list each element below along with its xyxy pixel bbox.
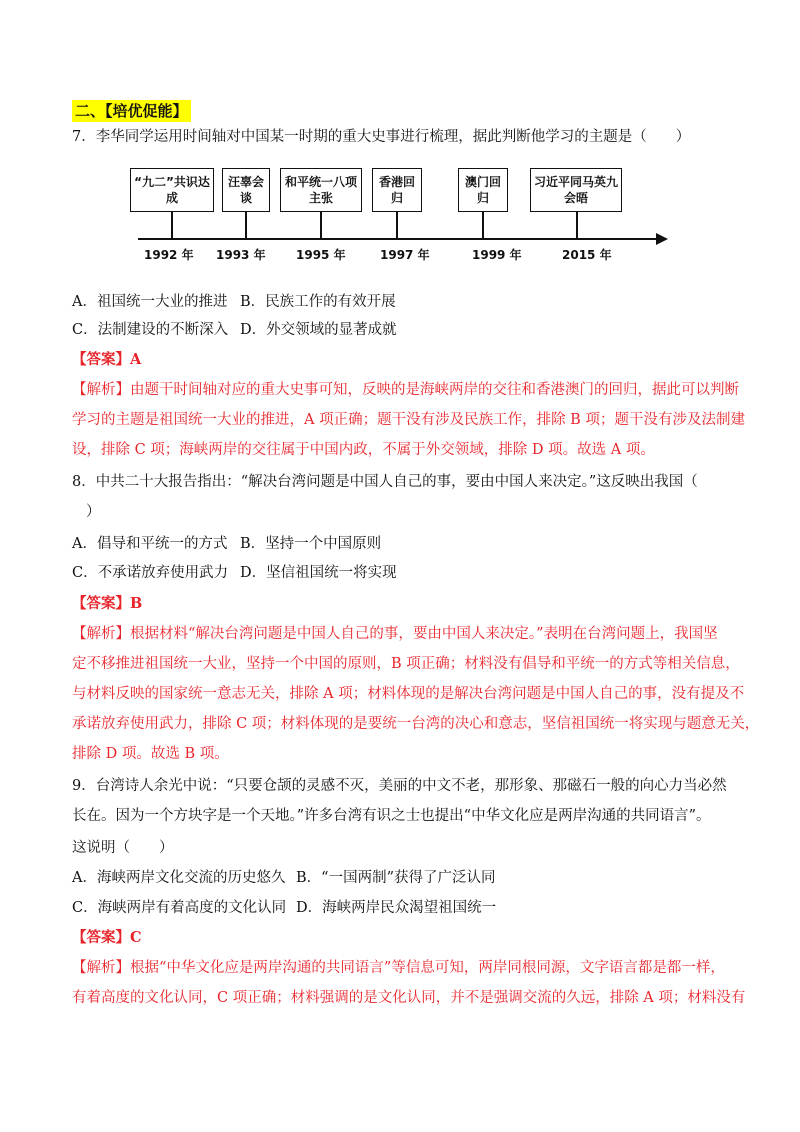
q7-analysis-line: 设，排除 C 项；海峡两岸的交往属于中国内政，不属于外交领域，排除 D 项。故选 A 项。 [72, 442, 655, 458]
q9-analysis-line: 【解析】根据“中华文化应是两岸沟通的共同语言”等信息可知，两岸同根同源，文字语言都是都一样， [72, 960, 725, 976]
q9-option-d[interactable]: D．海峡两岸民众渴望祖国统一 [296, 900, 497, 916]
timeline-year-6: 2015 年 [562, 248, 612, 262]
q7-answer: 【答案】A [72, 351, 142, 368]
timeline-event-3: 和平统一八项主张 [280, 168, 362, 212]
question-7-options-row-1 [72, 292, 396, 312]
q9-option-b[interactable]: B．“一国两制”获得了广泛认同 [296, 870, 496, 886]
timeline-arrow-icon [656, 233, 668, 245]
timeline-event-6: 习近平同马英九会晤 [530, 168, 622, 212]
timeline-tick [320, 212, 322, 239]
timeline-event-4: 香港回归 [372, 168, 422, 212]
timeline-year-5: 1999 年 [472, 248, 522, 262]
timeline-event-1: “九二”共识达成 [130, 168, 214, 212]
question-8-stem-cont: ） [86, 504, 101, 520]
q7-option-d[interactable]: D．外交领域的显著成就 [240, 322, 397, 338]
q9-option-c[interactable]: C．海峡两岸有着高度的文化认同 [72, 900, 287, 916]
q8-analysis-line: 承诺放弃使用武力，排除 C 项；材料体现的是要统一台湾的决心和意志，坚信祖国统一将实现与题意无关， [72, 716, 760, 732]
q8-analysis-line: 【解析】根据材料“解决台湾问题是中国人自己的事，要由中国人来决定。”表明在台湾问题上，我国坚 [72, 626, 718, 642]
question-8-stem: 8．中共二十大报告指出：“解决台湾问题是中国人自己的事，要由中国人来决定。”这反映出我国（ [72, 474, 698, 490]
q8-analysis-line: 与材料反映的国家统一意志无关，排除 A 项；材料体现的是解决台湾问题是中国人自己的事，没有提及不 [72, 686, 745, 702]
question-7-options-row-2 [72, 320, 397, 340]
timeline-axis [138, 238, 658, 240]
question-9-stem: 9．台湾诗人余光中说：“只要仓颉的灵感不灭，美丽的中文不老，那形象、那磁石一般的向心力当必然 [72, 778, 727, 794]
q7-option-b[interactable]: B．民族工作的有效开展 [240, 294, 396, 310]
timeline-tick [171, 212, 173, 239]
timeline-tick [482, 212, 484, 239]
question-9-stem-cont: 这说明（ ） [72, 840, 174, 856]
timeline-event-5: 澳门回归 [458, 168, 508, 212]
question-7-stem: 7．李华同学运用时间轴对中国某一时期的重大史事进行梳理，据此判断他学习的主题是（ ） [72, 129, 691, 145]
timeline-tick [396, 212, 398, 239]
q8-option-d[interactable]: D．坚信祖国统一将实现 [240, 565, 397, 581]
q8-option-b[interactable]: B．坚持一个中国原则 [240, 536, 382, 552]
question-9-stem-cont: 长在。因为一个方块字是一个天地。”许多台湾有识之士也提出“中华文化应是两岸沟通的共同语言”。 [72, 808, 711, 824]
timeline-tick [576, 212, 578, 239]
q7-option-a[interactable]: A．祖国统一大业的推进 [72, 294, 228, 310]
q7-analysis-line: 学习的主题是祖国统一大业的推进，A 项正确；题干没有涉及民族工作，排除 B 项；题干没有涉及法制建 [72, 412, 745, 428]
question-8-options-row-1 [72, 534, 381, 554]
q8-answer: 【答案】B [72, 595, 143, 612]
question-9-options-row-2 [72, 898, 496, 918]
q8-analysis-line: 定不移推进祖国统一大业，坚持一个中国的原则，B 项正确；材料没有倡导和平统一的方式等相关信息， [72, 656, 740, 672]
timeline-year-1: 1992 年 [144, 248, 194, 262]
q9-analysis-line: 有着高度的文化认同，C 项正确；材料强调的是文化认同，并不是强调交流的久远，排除 A 项；材料没有 [72, 990, 746, 1006]
timeline-tick [245, 212, 247, 239]
question-9-options-row-1 [72, 868, 495, 888]
q8-option-a[interactable]: A．倡导和平统一的方式 [72, 536, 228, 552]
question-8-options-row-2 [72, 563, 397, 583]
q7-analysis-line: 【解析】由题干时间轴对应的重大史事可知，反映的是海峡两岸的交往和香港澳门的回归，据此可以判断 [72, 382, 739, 398]
section-title: 二、【培优促能】 [72, 100, 191, 122]
q8-option-c[interactable]: C．不承诺放弃使用武力 [72, 565, 229, 581]
timeline-year-2: 1993 年 [216, 248, 266, 262]
q9-option-a[interactable]: A．海峡两岸文化交流的历史悠久 [72, 870, 286, 886]
timeline-event-2: 汪辜会谈 [222, 168, 270, 212]
timeline-diagram [130, 166, 670, 266]
q8-analysis-line: 排除 D 项。故选 B 项。 [72, 746, 229, 762]
timeline-year-4: 1997 年 [380, 248, 430, 262]
q9-answer: 【答案】C [72, 929, 142, 946]
q7-option-c[interactable]: C．法制建设的不断深入 [72, 322, 229, 338]
timeline-year-3: 1995 年 [296, 248, 346, 262]
